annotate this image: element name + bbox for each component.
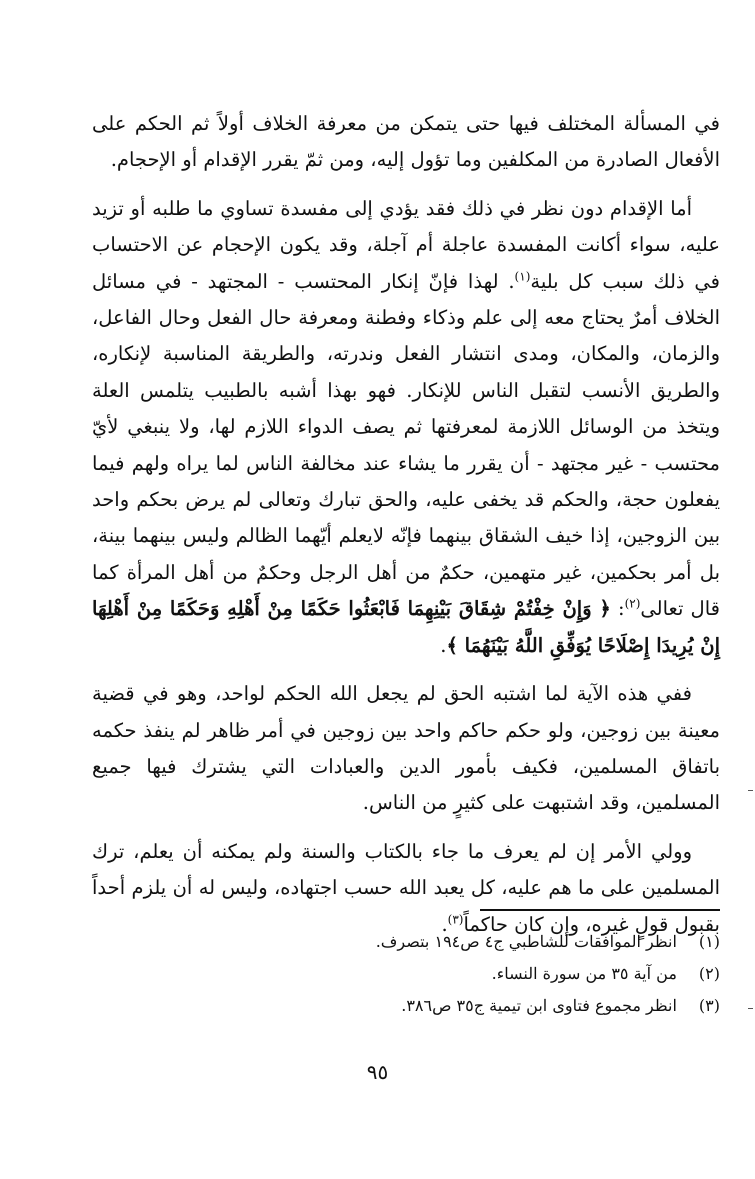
paragraph-1-text: في المسألة المختلف فيها حتى يتمكن من معرفة الخلاف أولاً ثم الحكم على الأفعال الصادرة من المكلفين وما تؤول إليه، ومن ثمّ يقرر الإقدام أو الإحجام.	[92, 112, 720, 172]
paragraph-1	[92, 106, 720, 179]
footnotes	[300, 926, 720, 1022]
main-text	[92, 106, 720, 943]
footnote-ref-2[interactable]: (٢)	[624, 596, 641, 611]
paragraph-2-end: .	[440, 633, 447, 657]
footnote-separator	[480, 909, 720, 911]
footnote-1-text: انظر الموافقات للشاطبي ج٤ ص١٩٤ بتصرف.	[375, 932, 677, 951]
footnote-ref-3[interactable]: (٣)	[447, 912, 464, 927]
footnote-3	[300, 990, 720, 1022]
scan-edge-mark	[748, 1008, 753, 1009]
footnote-2	[300, 958, 720, 990]
paragraph-2	[92, 191, 720, 664]
quran-verse: ﴿ وَإِنْ خِفْتُمْ شِقَاقَ بَيْنِهِمَا فَابْعَثُوا حَكَمًا مِنْ أَهْلِهِ وَحَكَمًا مِنْ أَهْلِهَا إِنْ يُرِيدَا إِصْلَاحًا يُوَفِّقِ اللَّهُ بَيْنَهُمَا ﴾	[92, 597, 720, 657]
page-number: ٩٥	[366, 1060, 389, 1084]
footnote-3-text: انظر مجموع فتاوى ابن تيمية ج٣٥ ص٣٨٦.	[401, 996, 677, 1015]
paragraph-2-text-a: أما الإقدام دون نظر في ذلك فقد يؤدي إلى مفسدة تساوي ما طلبه أو تزيد عليه، سواء أكانت المفسدة عاجلة أم آجلة، وقد يكون الإحجام عن الاحتساب في ذلك سبب كل بلية	[92, 196, 720, 293]
footnote-2-text: من آية ٣٥ من سورة النساء.	[491, 964, 677, 983]
footnote-ref-1[interactable]: (١)	[514, 269, 531, 284]
footnote-3-number: (٣)	[698, 996, 720, 1015]
footnote-1-number: (١)	[698, 932, 720, 951]
footnote-2-number: (٢)	[698, 964, 720, 983]
paragraph-4-end: .	[441, 912, 448, 936]
paragraph-3	[92, 676, 720, 822]
paragraph-2-text-b: . لهذا فإنّ إنكار المحتسب - المجتهد - في مسائل الخلاف أمرٌ يحتاج معه إلى علم وذكاء وفطنة ومعرفة حال الفعل وحال الفاعل، والزمان، والمكان، ومدى انتشار الفعل وندرته، والطريقة المناسبة لإنكاره، والطريق الأنسب لتقبل الناس للإنكار. فهو بهذا أشبه بالطبيب يتلمس العلة ويتخذ من الوسائل اللازمة لمعرفتها ثم يصف الدواء اللازم لها، ولا ينبغي لأيّ محتسب - غير مجتهد - أن يقرر ما يشاء عند مخالفة الناس لما يراه ولهم فيما يفعلون حجة، والحكم قد يخفى عليه، والحق تبارك وتعالى لم يرض بحكم واحد بين الزوجين، إذا خيف الشقاق بينهما فإنّه لايعلم أيّهما الظالم وليس بينهما بينة، بل أمر بحكمين، غير متهمين، حكمٌ من أهل الرجل وحكمٌ من أهل المرأة كما قال تعالى	[92, 269, 720, 621]
scan-edge-mark	[748, 790, 753, 791]
paragraph-4-text: وولي الأمر إن لم يعرف ما جاء بالكتاب والسنة ولم يمكنه أن يعلم، ترك المسلمين على ما هم عليه، كل يعبد الله حسب اجتهاده، وليس له أن يلزم أحداً بقبول قولٍ غيره، وإن كان حاكماً	[92, 839, 720, 936]
footnote-1	[300, 926, 720, 958]
paragraph-2-colon: :	[610, 597, 625, 621]
paragraph-3-text: ففي هذه الآية لما اشتبه الحق لم يجعل الله الحكم لواحد، وهو في قضية معينة بين زوجين، ولو حكم حاكم واحد بين زوجين في أمر ظاهر لم ينفذ حكمه باتفاق المسلمين، فكيف بأمور الدين والعبادات التي يشترك فيها جميع المسلمين، وقد اشتبهت على كثيرٍ من الناس.	[92, 682, 720, 815]
